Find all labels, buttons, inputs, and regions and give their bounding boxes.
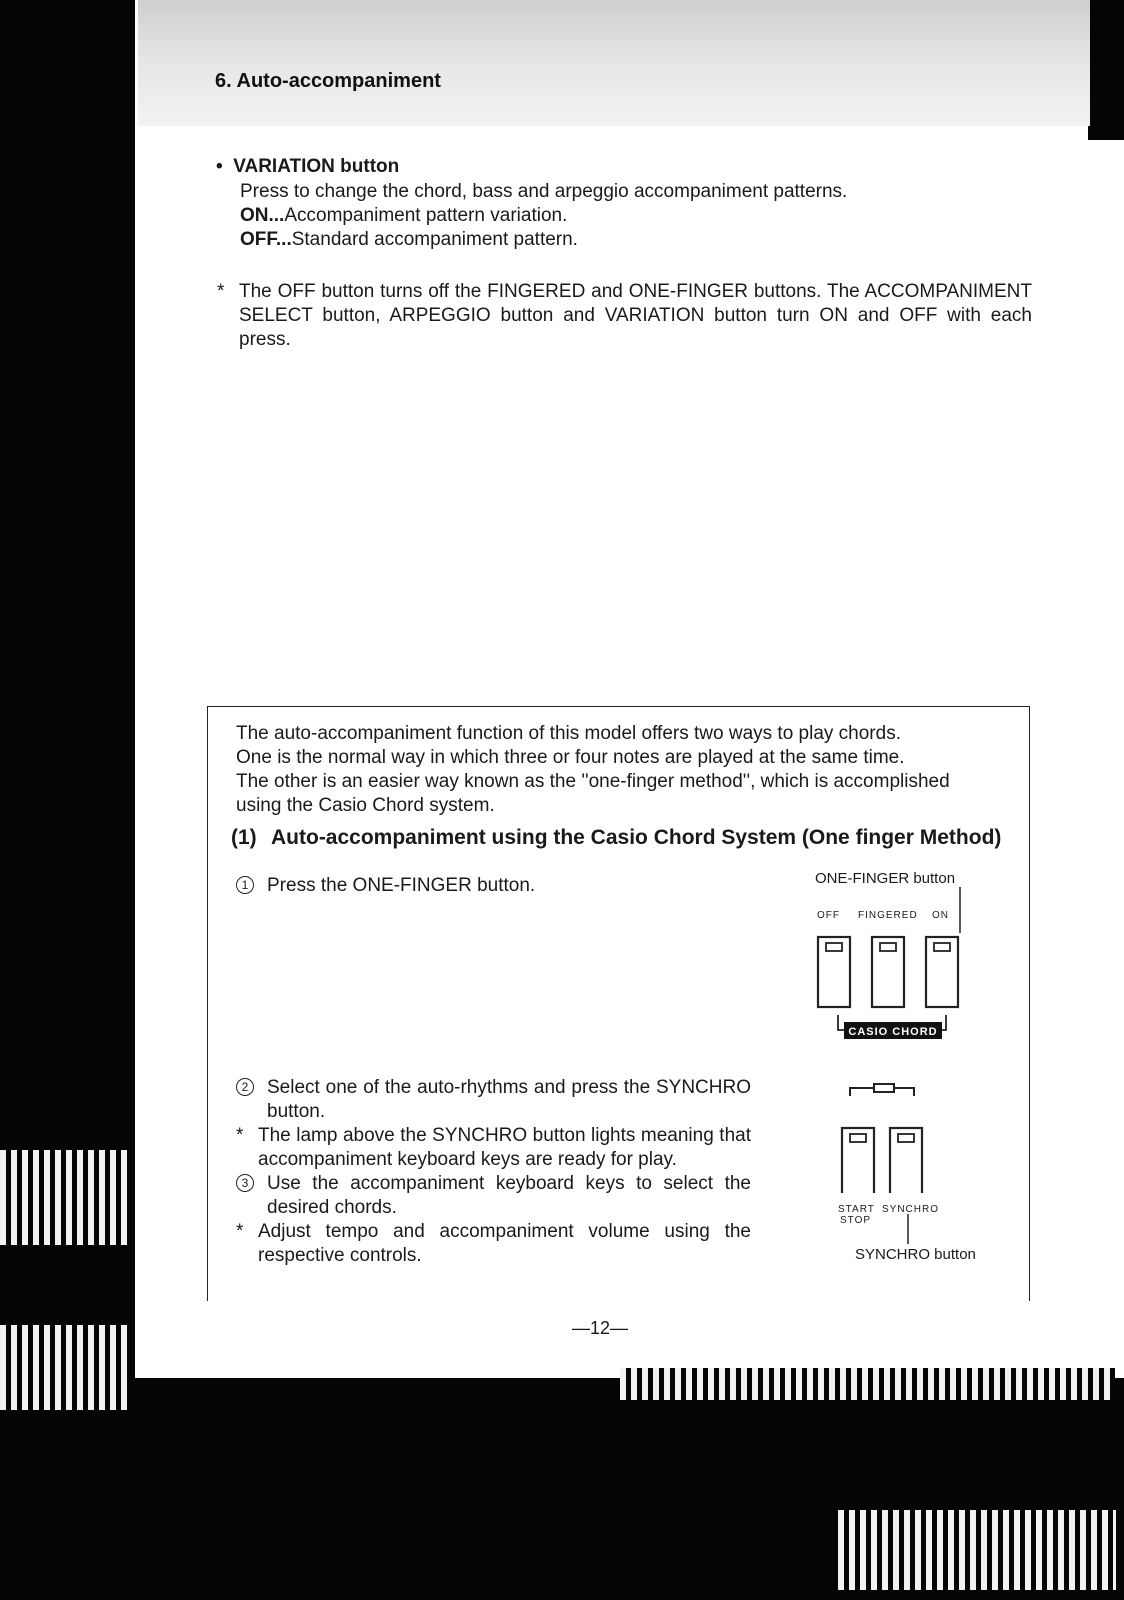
header-band <box>138 0 1090 126</box>
synchro-label: SYNCHRO <box>882 1204 940 1215</box>
on-label: ON... <box>240 205 285 226</box>
lamp-bracket-left <box>850 1088 874 1096</box>
variation-on <box>240 204 847 228</box>
variation-body <box>240 180 847 252</box>
off-label: OFF... <box>240 229 292 250</box>
off-text: Standard accompaniment pattern. <box>291 229 578 250</box>
step-number: 1 <box>236 876 254 894</box>
scan-stripes <box>0 1325 128 1410</box>
scan-stripes <box>838 1510 1116 1590</box>
casio-chord-diagram <box>800 885 980 1050</box>
note-2 <box>236 1220 751 1268</box>
on-button-shape <box>926 937 958 1007</box>
step-1 <box>236 874 535 898</box>
on-label: ON <box>932 910 949 921</box>
step-2 <box>236 1076 751 1124</box>
section-title: 6. Auto-accompaniment <box>215 70 441 92</box>
off-note <box>217 280 1032 352</box>
bullet-icon: • <box>216 156 234 177</box>
scan-edge-top-right <box>1088 0 1124 140</box>
stop-label: STOP <box>840 1215 872 1226</box>
step-text: Use the accompaniment keyboard keys to select the desired chords. <box>267 1173 751 1218</box>
lamp-bracket-right <box>894 1088 914 1096</box>
synchro-callout-line <box>905 1214 911 1246</box>
synchro-diagram <box>830 1078 940 1193</box>
intro-paragraph <box>236 722 1006 818</box>
step-number: 2 <box>236 1078 254 1096</box>
subsection-number: (1) <box>231 826 257 849</box>
step-text: Press the ONE-FINGER button. <box>267 875 536 896</box>
casio-chord-badge: CASIO CHORD <box>848 1026 938 1038</box>
step-text: Select one of the auto-rhythms and press the SYNCHRO button. <box>267 1077 751 1122</box>
variation-heading <box>216 155 399 179</box>
scan-stripes <box>0 1150 128 1245</box>
on-text: Accompaniment pattern variation. <box>284 205 568 226</box>
start-stop-button-shape <box>842 1128 874 1193</box>
variation-line: Press to change the chord, bass and arpeggio accompaniment patterns. <box>240 181 848 202</box>
variation-title: VARIATION button <box>233 156 400 177</box>
step-number: 3 <box>236 1174 254 1192</box>
variation-off <box>240 228 847 252</box>
note-1 <box>236 1124 751 1172</box>
fingered-button-shape <box>872 937 904 1007</box>
synchro-button-shape <box>890 1128 922 1193</box>
off-label: OFF <box>817 910 840 921</box>
step-3 <box>236 1172 751 1220</box>
synchro-callout: SYNCHRO button <box>855 1246 976 1263</box>
intro-line: The auto-accompaniment function of this model offers two ways to play chords. <box>236 723 901 744</box>
note-text: The OFF button turns off the FINGERED and ONE-FINGER buttons. The ACCOMPANIMENT SELECT button, ARPEGGIO button and VARIATION button turn ON and OFF with each press. <box>239 281 1032 350</box>
start-label: START <box>838 1204 875 1215</box>
intro-line: One is the normal way in which three or four notes are played at the same time. <box>236 747 905 768</box>
scan-stripes <box>620 1368 1115 1400</box>
note-text: The lamp above the SYNCHRO button lights meaning that accompaniment keyboard keys are ready for play. <box>258 1125 751 1170</box>
synchro-lamp <box>874 1084 894 1092</box>
note-marker: * <box>217 281 225 302</box>
intro-line: using the Casio Chord system. <box>236 795 495 816</box>
intro-line: The other is an easier way known as the ''one-finger method'', which is accomplished <box>236 771 950 792</box>
one-finger-callout: ONE-FINGER button <box>815 870 956 887</box>
page-number: —12— <box>572 1318 629 1338</box>
subsection-heading <box>231 826 1006 850</box>
note-marker: * <box>236 1221 244 1242</box>
note-text: Adjust tempo and accompaniment volume using the respective controls. <box>258 1221 751 1266</box>
subsection-title: Auto-accompaniment using the Casio Chord System (One finger Method) <box>271 826 1002 849</box>
off-button-shape <box>818 937 850 1007</box>
note-marker: * <box>236 1125 244 1146</box>
fingered-label: FINGERED <box>858 910 918 921</box>
